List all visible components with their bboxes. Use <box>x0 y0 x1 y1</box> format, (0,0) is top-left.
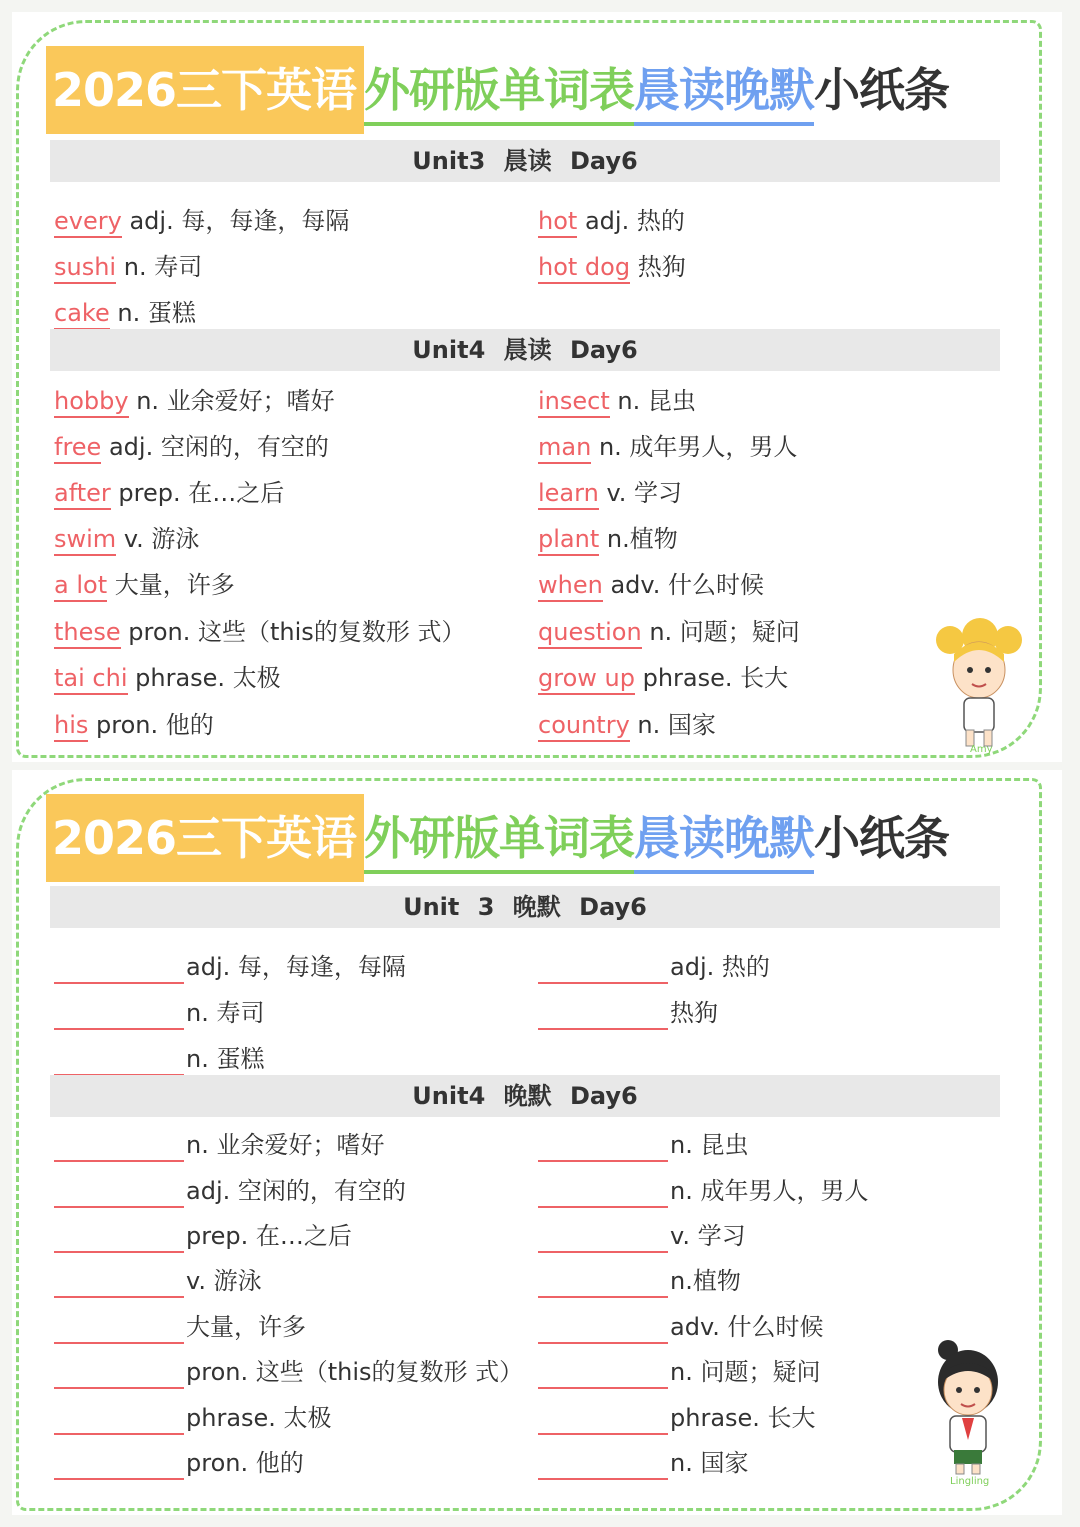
vocab-word: learn <box>538 479 599 510</box>
list-item <box>54 1128 384 1162</box>
answer-blank[interactable] <box>538 1403 668 1435</box>
list-item <box>538 1401 816 1435</box>
vocab-word: free <box>54 433 101 464</box>
list-item <box>538 996 718 1030</box>
vocab-definition: v. 学习 <box>670 1222 746 1250</box>
vocab-definition: phrase. 太极 <box>135 664 281 692</box>
vocab-word: country <box>538 711 630 742</box>
vocab-definition: 热狗 <box>637 253 686 281</box>
vocab-word: hot <box>538 207 577 238</box>
list-item <box>538 1446 748 1480</box>
list-item <box>54 384 335 418</box>
answer-blank[interactable] <box>54 1221 184 1253</box>
answer-blank[interactable] <box>54 1266 184 1298</box>
list-item <box>54 1446 304 1480</box>
vocab-definition: n. 问题；疑问 <box>649 618 800 646</box>
vocab-definition: v. 游泳 <box>123 525 200 553</box>
vocab-word: question <box>538 618 642 649</box>
amy-character-icon <box>930 618 1030 754</box>
list-item <box>54 568 235 602</box>
list-item <box>54 476 284 510</box>
list-item <box>54 950 406 984</box>
vocab-definition: pron. 这些（this的复数形 式） <box>186 1358 524 1386</box>
vocab-word: when <box>538 571 603 602</box>
list-item <box>538 1355 820 1389</box>
answer-blank[interactable] <box>54 1176 184 1208</box>
vocab-definition: adv. 什么时候 <box>610 571 765 599</box>
list-item <box>54 522 199 556</box>
vocab-word: cake <box>54 299 110 330</box>
vocab-definition: n. 蛋糕 <box>117 299 196 327</box>
answer-blank[interactable] <box>538 1312 668 1344</box>
vocab-definition: prep. 在…之后 <box>118 479 285 507</box>
vocab-word: insect <box>538 387 610 418</box>
vocab-word: grow up <box>538 664 635 695</box>
answer-blank[interactable] <box>538 1448 668 1480</box>
list-item <box>54 708 214 742</box>
list-item <box>538 708 716 742</box>
list-item <box>54 250 202 284</box>
vocab-word: after <box>54 479 111 510</box>
vocab-definition: n.植物 <box>670 1267 741 1295</box>
list-item <box>538 615 800 649</box>
answer-blank[interactable] <box>538 1357 668 1389</box>
title-part-grade: 2026三下英语 <box>46 46 364 134</box>
vocab-word: tai chi <box>54 664 128 695</box>
list-item <box>538 661 788 695</box>
vocab-definition: adj. 热的 <box>670 953 770 981</box>
answer-blank[interactable] <box>54 952 184 984</box>
vocab-word: sushi <box>54 253 116 284</box>
answer-blank[interactable] <box>538 1176 668 1208</box>
vocab-definition: n. 成年男人，男人 <box>598 433 798 461</box>
list-item <box>54 1401 332 1435</box>
lingling-character-icon <box>918 1336 1018 1486</box>
vocab-definition: adj. 每，每逢，每隔 <box>186 953 406 981</box>
lingling-label: Lingling <box>950 1476 990 1486</box>
title-part-note: 小纸条 <box>814 63 950 117</box>
vocab-definition: 大量，许多 <box>114 571 235 599</box>
vocab-definition: v. 游泳 <box>186 1267 262 1295</box>
vocab-definition: n. 昆虫 <box>670 1131 749 1159</box>
list-item <box>538 1264 741 1298</box>
title-part-routine: 晨读晚默 <box>634 58 814 126</box>
page-title <box>46 794 949 882</box>
vocab-definition: pron. 他的 <box>186 1449 304 1477</box>
vocab-word: swim <box>54 525 116 556</box>
list-item <box>538 1219 746 1253</box>
vocab-definition: adj. 空闲的，有空的 <box>186 1177 406 1205</box>
answer-blank[interactable] <box>54 1357 184 1389</box>
answer-blank[interactable] <box>54 1403 184 1435</box>
vocab-definition: adj. 热的 <box>584 207 685 235</box>
answer-blank[interactable] <box>538 1266 668 1298</box>
list-item <box>538 1174 868 1208</box>
list-item <box>54 615 465 649</box>
vocab-definition: phrase. 长大 <box>642 664 789 692</box>
list-item <box>54 1174 406 1208</box>
answer-blank[interactable] <box>54 1044 184 1076</box>
vocab-word: these <box>54 618 121 649</box>
list-item <box>538 204 685 238</box>
vocab-definition: adj. 空闲的，有空的 <box>108 433 329 461</box>
section-header-unit3-morning: Unit3 晨读 Day6 <box>50 140 1000 182</box>
list-item <box>54 1042 264 1076</box>
vocab-definition: n. 国家 <box>637 711 716 739</box>
vocab-word: his <box>54 711 88 742</box>
vocab-definition: prep. 在…之后 <box>186 1222 352 1250</box>
list-item <box>538 430 797 464</box>
title-part-routine: 晨读晚默 <box>634 806 814 874</box>
list-item <box>54 430 329 464</box>
vocab-definition: phrase. 太极 <box>186 1404 332 1432</box>
vocab-definition: n. 业余爱好；嗜好 <box>136 387 335 415</box>
vocab-word: plant <box>538 525 599 556</box>
list-item <box>538 950 770 984</box>
list-item <box>538 1128 748 1162</box>
vocab-definition: n. 蛋糕 <box>186 1045 265 1073</box>
answer-blank[interactable] <box>538 1221 668 1253</box>
title-part-wordlist: 外研版单词表 <box>364 58 634 126</box>
list-item <box>54 1264 262 1298</box>
section-header-unit3-evening: Unit 3 晚默 Day6 <box>50 886 1000 928</box>
vocab-definition: phrase. 长大 <box>670 1404 816 1432</box>
list-item <box>538 476 682 510</box>
answer-blank[interactable] <box>54 1130 184 1162</box>
list-item <box>538 384 696 418</box>
vocab-definition: n. 寿司 <box>186 999 265 1027</box>
answer-blank[interactable] <box>54 1448 184 1480</box>
vocab-word: man <box>538 433 591 464</box>
list-item <box>54 661 281 695</box>
list-item <box>54 204 349 238</box>
list-item <box>54 996 264 1030</box>
list-item <box>538 250 686 284</box>
vocab-word: hobby <box>54 387 129 418</box>
answer-blank[interactable] <box>538 952 668 984</box>
vocab-definition: n.植物 <box>606 525 678 553</box>
list-item <box>538 522 678 556</box>
answer-blank[interactable] <box>538 1130 668 1162</box>
answer-blank[interactable] <box>538 998 668 1030</box>
section-header-unit4-evening: Unit4 晚默 Day6 <box>50 1075 1000 1117</box>
list-item <box>54 1219 352 1253</box>
amy-label: Amy <box>970 744 993 754</box>
vocab-word: every <box>54 207 122 238</box>
vocab-definition: adj. 每，每逢，每隔 <box>129 207 350 235</box>
answer-blank[interactable] <box>54 998 184 1030</box>
vocab-definition: 热狗 <box>670 999 718 1027</box>
list-item <box>54 296 196 330</box>
list-item <box>538 568 764 602</box>
vocab-definition: pron. 他的 <box>96 711 214 739</box>
vocab-word: hot dog <box>538 253 630 284</box>
vocab-definition: n. 昆虫 <box>617 387 696 415</box>
answer-blank[interactable] <box>54 1312 184 1344</box>
list-item <box>538 1310 824 1344</box>
title-part-note: 小纸条 <box>814 811 950 865</box>
title-part-wordlist: 外研版单词表 <box>364 806 634 874</box>
vocab-definition: n. 业余爱好；嗜好 <box>186 1131 385 1159</box>
evening-panel <box>12 770 1062 1515</box>
morning-panel <box>12 12 1062 762</box>
vocab-definition: 大量，许多 <box>186 1313 306 1341</box>
vocab-definition: n. 寿司 <box>123 253 203 281</box>
vocab-definition: adv. 什么时候 <box>670 1313 824 1341</box>
vocab-definition: n. 问题；疑问 <box>670 1358 821 1386</box>
vocab-definition: n. 国家 <box>670 1449 749 1477</box>
vocab-definition: pron. 这些（this的复数形 式） <box>128 618 466 646</box>
vocab-definition: n. 成年男人，男人 <box>670 1177 869 1205</box>
vocab-word: a lot <box>54 571 107 602</box>
section-header-unit4-morning: Unit4 晨读 Day6 <box>50 329 1000 371</box>
page-title <box>46 46 949 134</box>
list-item <box>54 1355 523 1389</box>
list-item <box>54 1310 306 1344</box>
vocab-definition: v. 学习 <box>606 479 683 507</box>
title-part-grade: 2026三下英语 <box>46 794 364 882</box>
